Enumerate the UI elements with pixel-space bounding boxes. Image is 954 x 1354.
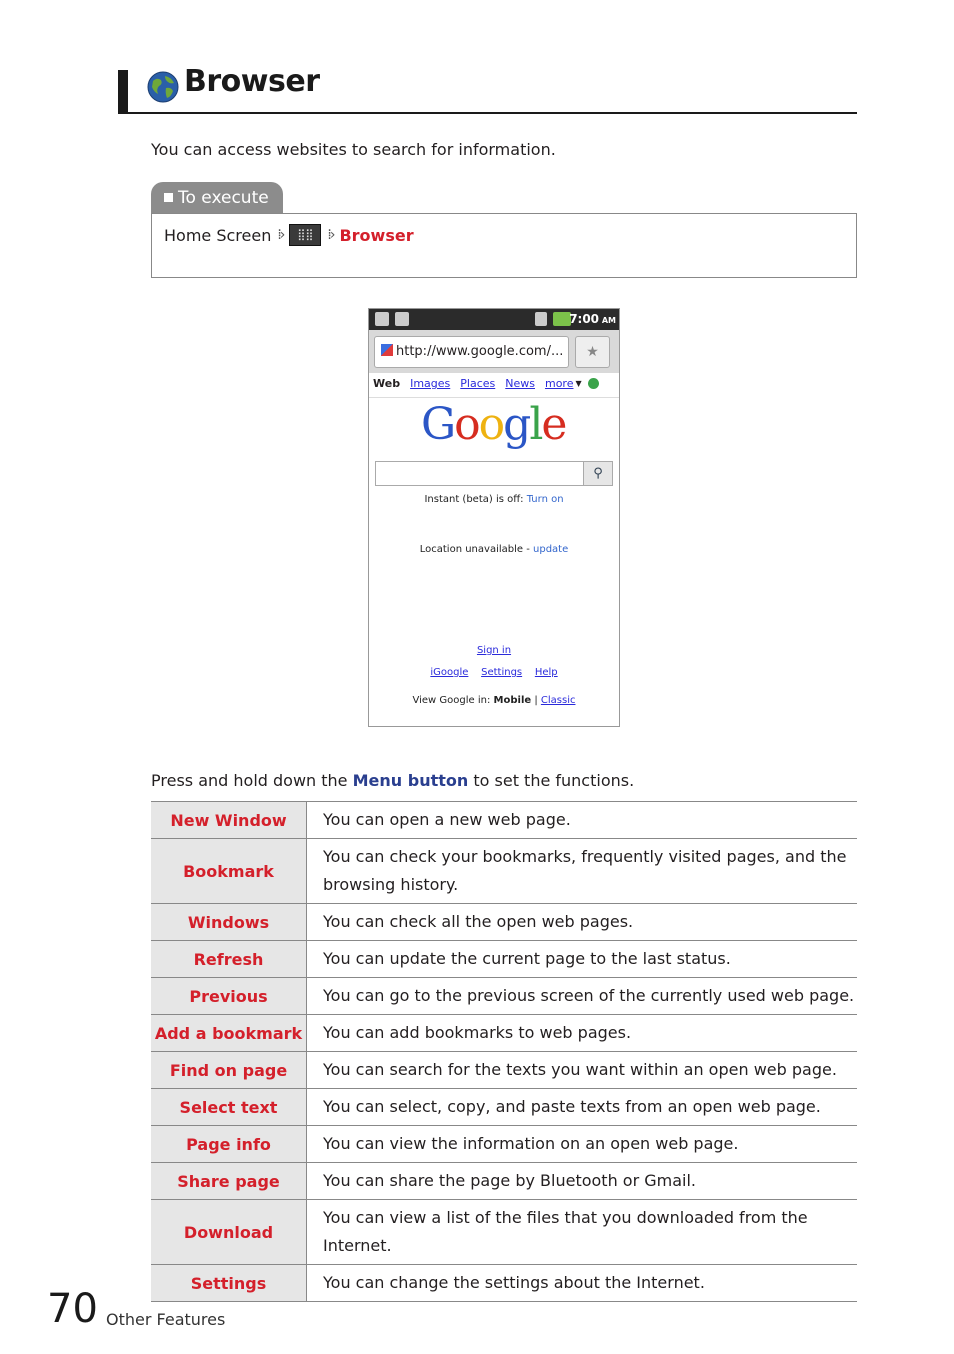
menu-option-description: You can select, copy, and paste texts from an open web page. [307,1089,858,1126]
menu-option-description: You can open a new web page. [307,802,858,839]
table-row [151,1126,857,1163]
menu-option-name: Add a bookmark [151,1015,307,1052]
sign-in-link[interactable]: Sign in [476,645,512,656]
menu-option-description: You can share the page by Bluetooth or Gmail. [307,1163,858,1200]
view-mode-row: View Google in: Mobile | Classic [412,695,576,706]
menu-option-description: You can check your bookmarks, frequently visited pages, and the browsing history. [307,839,858,904]
menu-button-label: Menu button [352,771,469,790]
url-field[interactable]: http://www.google.com/... [374,336,569,368]
app-menu-icon: ⣿⣿ [289,224,321,246]
menu-option-description: You can update the current page to the last status. [307,941,858,978]
classic-link[interactable]: Classic [540,695,576,706]
step-browser: Browser [339,225,414,245]
menu-option-name: Previous [151,978,307,1015]
bookmark-button[interactable]: ★ [575,336,610,368]
table-row [151,802,857,839]
menu-option-name: Download [151,1200,307,1265]
execute-tab-label: To execute [178,188,269,208]
sign-in-row [369,645,619,656]
instant-status: Instant (beta) is off: Turn on [424,494,564,505]
table-row [151,904,857,941]
menu-table [151,801,857,1302]
status-bar [369,309,619,330]
table-row [151,1200,857,1265]
igoogle-link[interactable]: iGoogle [430,667,469,678]
globe-icon [147,71,179,103]
table-row [151,978,857,1015]
search-input[interactable] [375,461,585,486]
title-bar-accent [118,70,128,114]
menu-option-name: Share page [151,1163,307,1200]
google-logo: Google [421,399,566,450]
menu-option-description: You can add bookmarks to web pages. [307,1015,858,1052]
menu-option-name: Bookmark [151,839,307,904]
url-bar [369,330,619,373]
mobile-mode: Mobile [493,695,532,706]
table-row [151,839,857,904]
nav-images[interactable]: Images [410,377,451,390]
menu-instructions: Press and hold down the Menu button to set the functions. [151,771,635,790]
table-row [151,1265,857,1302]
phone-screenshot [368,308,620,727]
notification-icon [375,312,389,326]
update-link[interactable]: update [533,544,569,555]
menu-option-description: You can view a list of the files that you downloaded from the Internet. [307,1200,858,1265]
menu-option-description: You can go to the previous screen of the currently used web page. [307,978,858,1015]
status-time: 7:00 AM [569,312,616,326]
table-row [151,1163,857,1200]
menu-option-name: Page info [151,1126,307,1163]
chevron-down-icon: ▼ [575,379,582,388]
menu-option-description: You can change the settings about the Internet. [307,1265,858,1302]
menu-option-name: Settings [151,1265,307,1302]
help-link[interactable]: Help [534,667,558,678]
nav-more[interactable]: more [544,377,574,390]
location-status: Location unavailable - update [419,544,569,555]
nav-web[interactable]: Web [373,377,401,390]
step-arrow-icon: ⁞› [277,227,284,243]
menu-option-description: You can view the information on an open web page. [307,1126,858,1163]
section-name: Other Features [106,1310,226,1329]
intro-text: You can access websites to search for information. [151,140,556,159]
google-nav [373,377,599,390]
execute-tab [151,182,283,214]
menu-option-description: You can check all the open web pages. [307,904,858,941]
nav-divider [369,397,619,398]
menu-option-name: Windows [151,904,307,941]
table-row [151,941,857,978]
settings-link[interactable]: Settings [481,667,523,678]
usb-icon [395,312,409,326]
menu-option-description: You can search for the texts you want within an open web page. [307,1052,858,1089]
step-arrow-icon: ⁞› [327,227,334,243]
table-row [151,1015,857,1052]
title-underline [118,112,857,114]
menu-option-name: New Window [151,802,307,839]
page-number: 70 [47,1286,98,1332]
search-icon[interactable]: ⚲ [583,461,613,486]
nav-news[interactable]: News [505,377,535,390]
square-bullet-icon [164,193,173,202]
turn-on-link[interactable]: Turn on [526,494,564,505]
step-home-screen: Home Screen [164,225,272,245]
table-row [151,1052,857,1089]
signal-icon [535,312,547,326]
page-title: Browser [184,64,320,99]
nav-places[interactable]: Places [460,377,496,390]
execute-steps [164,224,414,246]
footer-links [369,667,619,678]
favicon-icon [381,344,393,356]
menu-option-name: Find on page [151,1052,307,1089]
menu-option-name: Refresh [151,941,307,978]
menu-option-name: Select text [151,1089,307,1126]
table-row [151,1089,857,1126]
location-icon [588,378,599,389]
